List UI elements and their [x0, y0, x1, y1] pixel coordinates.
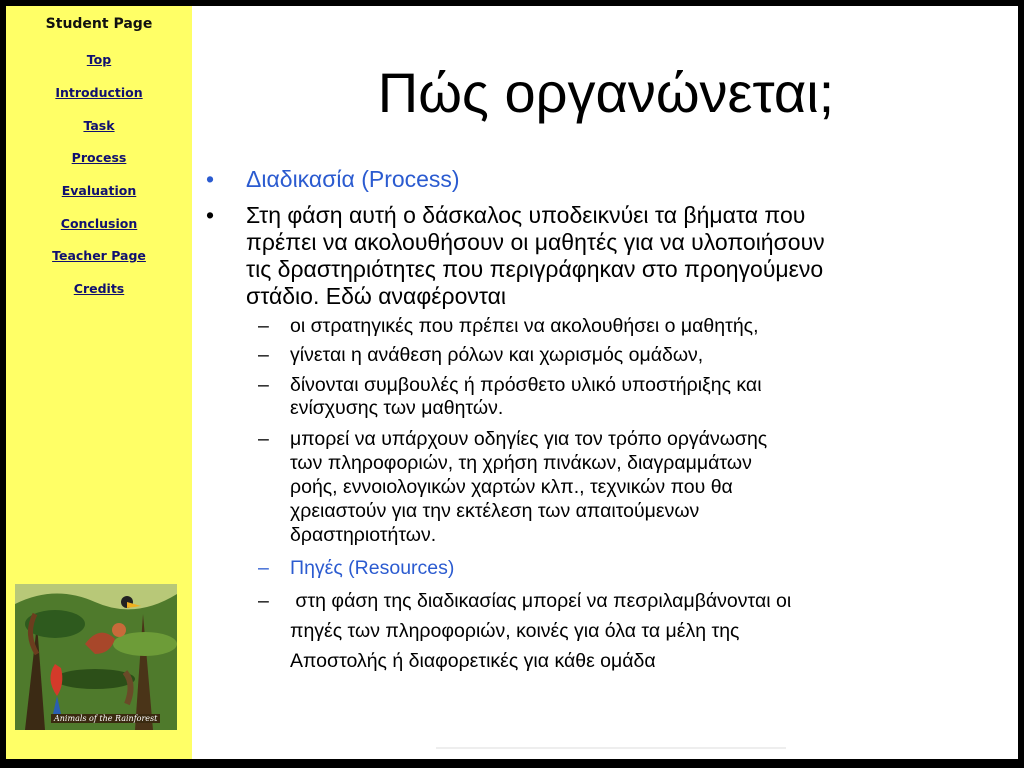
bullet-process: Διαδικασία (Process): [246, 166, 460, 192]
bullet-line: στάδιο. Εδώ αναφέρονται: [246, 283, 507, 309]
subbullet-line: μπορεί να υπάρχουν οδηγίες για τον τρόπο οργάνωσης: [290, 428, 768, 450]
bullet-line: πρέπει να ακολουθήσουν οι μαθητές για να υλοποιήσουν: [246, 229, 825, 255]
sidebar-title: Student Page: [45, 16, 153, 32]
subbullet-line: οι στρατηγικές που πρέπει να ακολουθήσει ο μαθητής,: [290, 315, 759, 337]
bullet-marker: •: [206, 166, 215, 192]
subbullet-resources: Πηγές (Resources): [290, 557, 455, 579]
nav-link-teacher-page[interactable]: Teacher Page: [52, 248, 146, 263]
rainforest-image: [15, 584, 177, 730]
nav-link-process[interactable]: Process: [71, 150, 127, 165]
subbullet-line: πηγές των πληροφοριών, κοινές για όλα τα μέλη της: [290, 620, 740, 642]
subbullet-line: Αποστολής ή διαφορετικές για κάθε ομάδα: [290, 650, 656, 672]
slide: [6, 6, 1018, 759]
image-caption: Animals of the Rainforest: [51, 714, 160, 723]
nav-link-task[interactable]: Task: [83, 118, 115, 133]
nav-link-conclusion[interactable]: Conclusion: [60, 216, 138, 231]
bullet-marker: •: [206, 202, 215, 228]
subbullet-line: ροής, εννοιολογικών χαρτών κλπ., τεχνικών που θα: [290, 476, 733, 498]
sidebar: [6, 6, 192, 759]
subbullet-line: στη φάση της διαδικασίας μπορεί να πεσριλαμβάνονται οι: [290, 590, 792, 612]
subbullet-marker: –: [258, 344, 269, 366]
subbullet-line: γίνεται η ανάθεση ρόλων και χωρισμός ομάδων,: [290, 344, 704, 366]
rainforest-illustration: [15, 584, 177, 730]
subbullet-line: δίνονται συμβουλές ή πρόσθετο υλικό υποστήριξης και: [290, 374, 762, 396]
bullet-line: τις δραστηριότητες που περιγράφηκαν στο προηγούμενο: [246, 256, 824, 282]
subbullet-marker: –: [258, 374, 269, 396]
nav-link-top[interactable]: Top: [86, 52, 112, 67]
subbullet-marker: –: [258, 428, 269, 450]
subbullet-marker: –: [258, 557, 269, 579]
nav-link-introduction[interactable]: Introduction: [55, 85, 143, 100]
nav-link-credits[interactable]: Credits: [73, 281, 125, 296]
subbullet-marker: –: [258, 590, 269, 612]
subbullet-line: χρειαστούν για την εκτέλεση των απαιτούμενων: [290, 500, 700, 522]
footer-divider: [436, 747, 786, 749]
page-title: Πώς οργανώνεται;: [377, 61, 835, 124]
subbullet-marker: –: [258, 315, 269, 337]
subbullet-line: των πληροφοριών, τη χρήση πινάκων, διαγραμμάτων: [290, 452, 752, 474]
subbullet-line: ενίσχυσης των μαθητών.: [290, 397, 504, 419]
subbullet-line: δραστηριοτήτων.: [290, 524, 437, 546]
nav-link-evaluation[interactable]: Evaluation: [61, 183, 137, 198]
bullet-line: Στη φάση αυτή ο δάσκαλος υποδεικνύει τα βήματα που: [246, 202, 806, 228]
